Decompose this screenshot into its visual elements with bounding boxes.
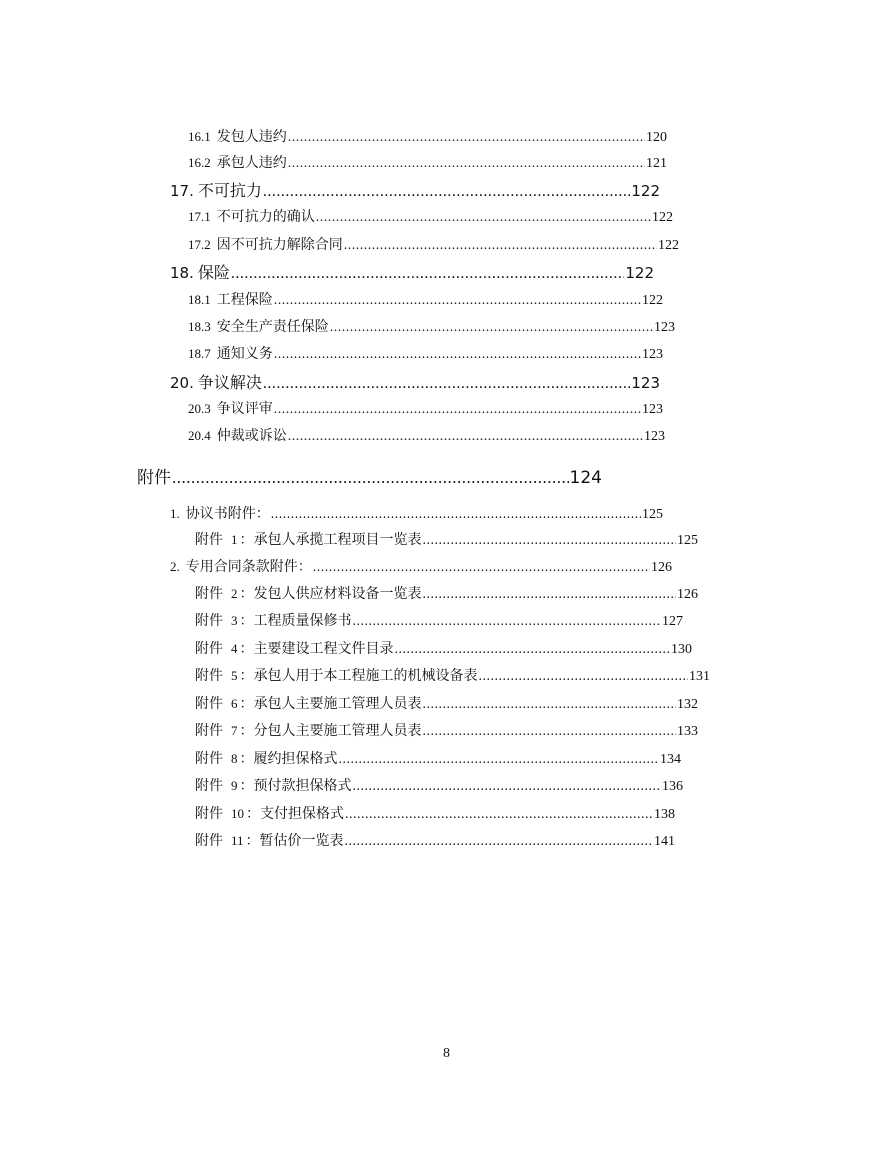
toc-leader-dots [274,347,641,363]
toc-leader-dots [339,752,660,768]
toc-entry-page: 122 [631,182,660,200]
toc-leader-dots [263,183,630,201]
toc-entry-number: 20.3 [188,401,211,416]
toc-entry-title: ：工程质量保修书 [239,613,352,629]
toc-entry-page: 122 [625,264,654,282]
toc-entry-attachment-11[interactable] [195,830,675,850]
toc-entry-number: 1 [231,532,238,547]
toc-entry-number: 6 [231,696,238,711]
toc-entry-appendix[interactable] [137,463,602,488]
toc-entry-page: 121 [646,156,667,171]
toc-entry-page: 124 [569,468,602,488]
toc-entry-title: 承包人违约 [216,155,287,171]
toc-leader-dots [274,402,641,418]
toc-entry-page: 133 [677,724,698,739]
toc-entry-page: 122 [642,293,663,308]
toc-entry-attachment-10[interactable] [195,803,675,823]
toc-entry-title: ：分包人主要施工管理人员表 [239,723,422,739]
toc-entry-number: 8 [231,751,238,766]
toc-entry-title: 不可抗力 [197,181,262,200]
toc-entry-attachment-4[interactable] [195,638,692,658]
toc-entry-number: 18.7 [188,346,211,361]
toc-entry-18-7[interactable] [188,343,663,363]
toc-leader-dots [345,834,653,850]
toc-entry-number: 10 [231,806,244,821]
toc-entry-title: 发包人违约 [216,129,287,145]
toc-entry-page: 130 [671,642,692,657]
toc-leader-dots [288,429,643,445]
toc-entry-page: 123 [654,320,675,335]
toc-entry-page: 123 [631,374,660,392]
toc-leader-dots [423,533,677,549]
toc-entry-attachment-1[interactable] [195,529,698,549]
toc-entry-page: 127 [662,614,683,629]
toc-entry-number: 2. [170,559,180,574]
toc-entry-20[interactable] [170,370,660,393]
toc-leader-dots [423,697,677,713]
toc-entry-attachment-9[interactable] [195,775,683,795]
toc-entry-20-3[interactable] [188,398,663,418]
toc-entry-page: 123 [642,402,663,417]
toc-entry-title: ：发包人供应材料设备一览表 [239,586,422,602]
toc-entry-title: ：预付款担保格式 [239,778,352,794]
toc-entry-appendix-group-1[interactable] [170,503,663,523]
toc-entry-number: 20.4 [188,428,211,443]
toc-leader-dots [231,265,624,283]
toc-leader-dots [274,293,641,309]
toc-entry-17-2[interactable] [188,234,679,254]
toc-entry-page: 122 [658,238,679,253]
toc-entry-number: 3 [231,613,238,628]
toc-entry-title: 仲裁或诉讼 [216,428,287,444]
toc-entry-number: 4 [231,641,238,656]
toc-entry-title: ：承包人主要施工管理人员表 [239,696,422,712]
toc-entry-title: 争议评审 [216,401,273,417]
toc-entry-18-3[interactable] [188,316,675,336]
toc-attachment-word: 附件 [195,806,223,822]
toc-attachment-word: 附件 [195,668,223,684]
toc-entry-18[interactable] [170,260,654,283]
toc-leader-dots [479,669,689,685]
toc-entry-title: 协议书附件： [185,506,270,522]
toc-entry-title: 不可抗力的确认 [216,209,315,225]
toc-entry-number: 16.1 [188,129,211,144]
toc-entry-page: 131 [689,669,710,684]
toc-entry-title: ：承包人承揽工程项目一览表 [239,532,422,548]
toc-leader-dots [353,614,662,630]
toc-leader-dots [423,724,677,740]
toc-entry-title: 保险 [197,263,230,282]
toc-entry-page: 123 [642,347,663,362]
toc-entry-number: 1. [170,506,180,521]
toc-leader-dots [172,468,569,488]
toc-entry-page: 132 [677,697,698,712]
toc-entry-page: 138 [654,807,675,822]
toc-entry-number: 11 [231,833,244,848]
toc-entry-16-1[interactable] [188,126,667,146]
toc-leader-dots [344,238,657,254]
toc-entry-number: 18. [170,264,194,282]
toc-entry-attachment-6[interactable] [195,693,698,713]
toc-entry-attachment-5[interactable] [195,665,710,685]
toc-entry-number: 5 [231,668,238,683]
toc-attachment-word: 附件 [195,532,223,548]
toc-leader-dots [313,560,650,576]
toc-entry-attachment-7[interactable] [195,720,698,740]
toc-attachment-word: 附件 [195,723,223,739]
toc-attachment-word: 附件 [195,778,223,794]
toc-attachment-word: 附件 [195,586,223,602]
toc-entry-number: 7 [231,723,238,738]
toc-entry-attachment-8[interactable] [195,748,681,768]
toc-leader-dots [288,156,645,172]
toc-leader-dots [345,807,653,823]
toc-entry-attachment-2[interactable] [195,583,698,603]
toc-entry-title: ：主要建设工程文件目录 [239,641,394,657]
page-number: 8 [443,1046,450,1061]
toc-attachment-word: 附件 [195,696,223,712]
toc-attachment-word: 附件 [195,641,223,657]
toc-leader-dots [330,320,653,336]
toc-entry-title: 争议解决 [197,373,262,392]
toc-entry-number: 2 [231,586,238,601]
toc-entry-number: 17. [170,182,194,200]
toc-entry-page: 141 [654,834,675,849]
toc-leader-dots [288,130,645,146]
toc-leader-dots [271,507,641,523]
toc-attachment-word: 附件 [195,613,223,629]
toc-entry-number: 17.2 [188,237,211,252]
toc-entry-number: 9 [231,778,238,793]
toc-leader-dots [423,587,677,603]
toc-entry-title: ：履约担保格式 [239,751,338,767]
toc-entry-title: 通知义务 [216,346,273,362]
toc-entry-title: 因不可抗力解除合同 [216,237,343,253]
toc-entry-title: ：支付担保格式 [246,806,344,822]
toc-entry-page: 134 [660,752,681,767]
toc-entry-title: 工程保险 [216,292,273,308]
toc-entry-title: 专用合同条款附件： [185,559,312,575]
toc-entry-title: 附件 [137,468,171,488]
toc-entry-16-2[interactable] [188,152,667,172]
toc-leader-dots [395,642,671,658]
toc-entry-page: 126 [651,560,672,575]
toc-attachment-word: 附件 [195,833,223,849]
toc-entry-page: 125 [642,507,663,522]
toc-entry-number: 16.2 [188,155,211,170]
toc-attachment-word: 附件 [195,751,223,767]
toc-entry-page: 125 [677,533,698,548]
toc-entry-page: 120 [646,130,667,145]
toc-entry-18-1[interactable] [188,289,663,309]
toc-entry-attachment-3[interactable] [195,610,683,630]
toc-entry-title: ：承包人用于本工程施工的机械设备表 [239,668,478,684]
toc-entry-page: 122 [652,210,673,225]
toc-leader-dots [263,375,630,393]
toc-entry-page: 136 [662,779,683,794]
toc-leader-dots [353,779,662,795]
toc-entry-page: 126 [677,587,698,602]
toc-entry-17[interactable] [170,178,660,201]
toc-entry-title: ：暂估价一览表 [245,833,344,849]
toc-entry-number: 18.3 [188,319,211,334]
toc-entry-20-4[interactable] [188,425,665,445]
toc-entry-page: 123 [644,429,665,444]
toc-entry-number: 20. [170,374,194,392]
toc-leader-dots [316,210,651,226]
toc-entry-number: 18.1 [188,292,211,307]
toc-entry-number: 17.1 [188,209,211,224]
toc-entry-appendix-group-2[interactable] [170,556,672,576]
toc-entry-title: 安全生产责任保险 [216,319,329,335]
toc-entry-17-1[interactable] [188,206,673,226]
